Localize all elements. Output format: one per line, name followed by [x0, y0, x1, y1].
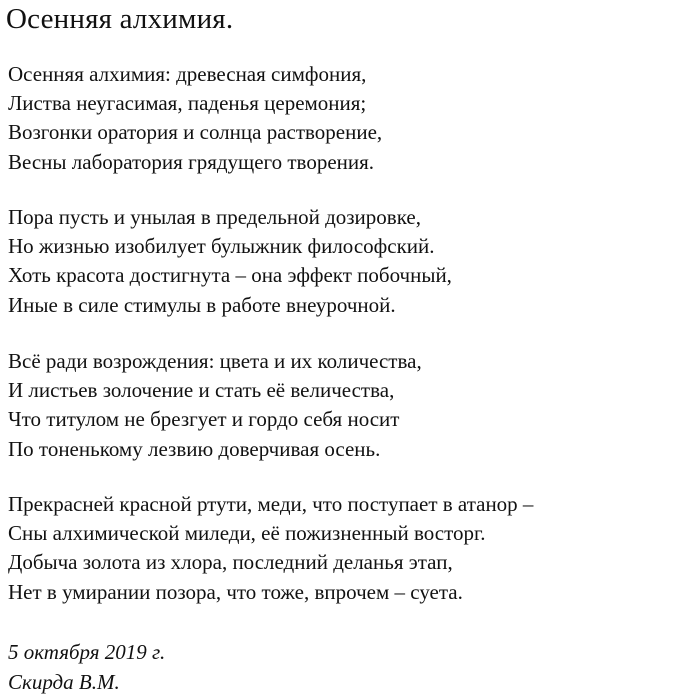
stanza-line: Что титулом не брезгует и гордо себя носит: [8, 407, 400, 432]
signature-block: [8, 637, 165, 697]
stanza-line: Добыча золота из хлора, последний деланья этап,: [8, 550, 453, 575]
stanza-2: [8, 203, 452, 320]
stanza-line: Всё ради возрождения: цвета и их количества,: [8, 349, 422, 373]
stanza-line: Сны алхимической миледи, её пожизненный восторг.: [8, 521, 486, 546]
stanza-line: Но жизнью изобилует булыжник философский.: [8, 234, 435, 259]
stanza-line: Весны лаборатория грядущего творения.: [8, 149, 375, 174]
stanza-line: Нет в умирании позора, что тоже, впрочем – суета.: [8, 579, 463, 604]
stanza-line: Прекрасней красной ртути, меди, что поступает в атанор –: [8, 492, 534, 516]
stanza-1: [8, 60, 382, 177]
stanza-line: Иные в силе стимулы в работе внеурочной.: [8, 292, 396, 317]
stanza-line: Пора пусть и унылая в предельной дозировке,: [8, 205, 421, 229]
poem-title: Осенняя алхимия.: [6, 3, 234, 35]
stanza-3: [8, 347, 422, 464]
stanza-line: Хоть красота достигнута – она эффект побочный,: [8, 263, 452, 288]
stanza-line: По тоненькому лезвию доверчивая осень.: [8, 436, 381, 461]
stanza-4: [8, 490, 533, 607]
stanza-line: И листьев золочение и стать её величества,: [8, 378, 395, 403]
poem-author: Скирда В.М.: [8, 670, 120, 694]
stanza-line: Возгонки оратория и солнца растворение,: [8, 120, 383, 145]
poem-date: 5 октября 2019 г.: [8, 640, 166, 664]
stanza-line: Листва неугасимая, паденья церемония;: [8, 91, 367, 116]
stanza-line: Осенняя алхимия: древесная симфония,: [8, 62, 367, 86]
